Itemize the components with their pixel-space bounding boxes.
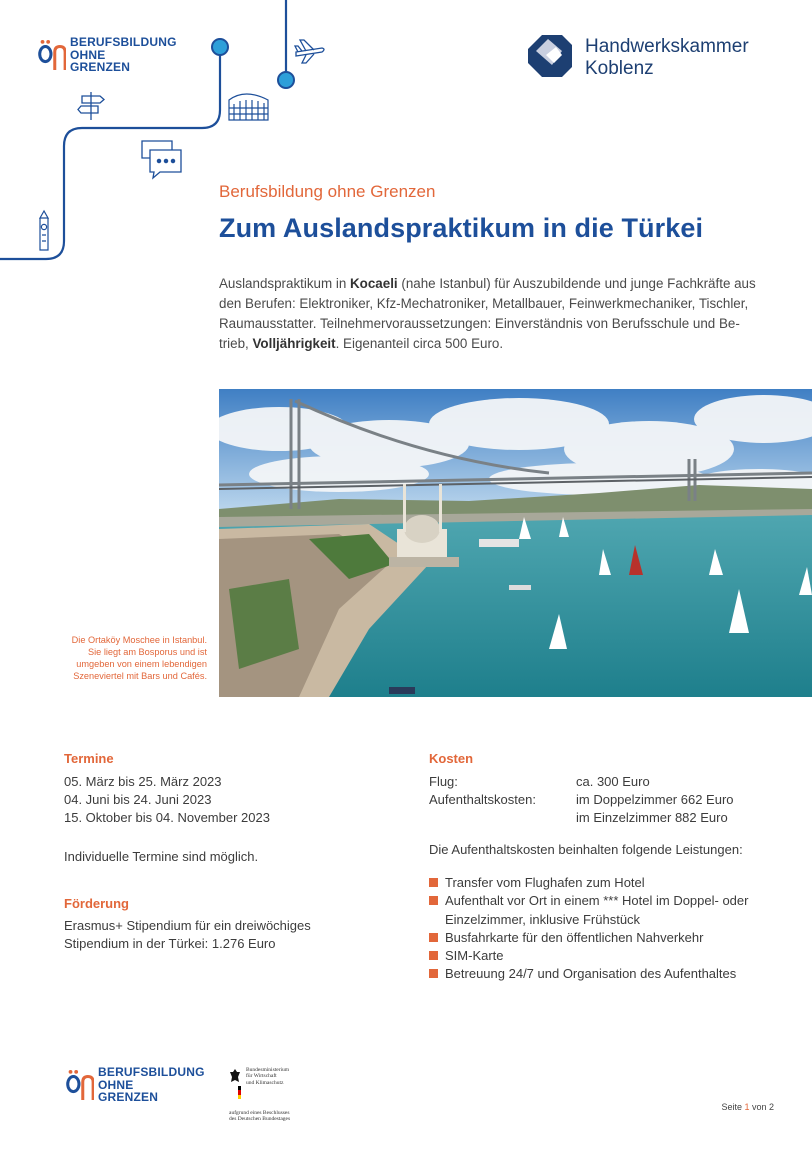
leistung-4: SIM-Karte [445,948,504,964]
hwk-logo-line2: Koblenz [585,58,654,79]
bosphorus-photo [219,389,812,697]
kosten-aufenthalt-label: Aufenthaltskosten: [429,792,536,807]
bullet-square-icon [429,896,438,905]
foerderung-line1: Erasmus+ Stipendium für ein dreiwöchiges [64,918,311,933]
foerderung-line2: Stipendium in der Türkei: 1.276 Euro [64,936,276,952]
foerderung-heading: Förderung [64,896,129,911]
page-current: 1 [744,1102,750,1112]
footer-bog-line2: OHNE [98,1077,134,1092]
termine-date-2: 04. Juni bis 24. Juni 2023 [64,792,212,808]
clock-tower-icon [40,211,48,250]
termine-date-3: 15. Oktober bis 04. November 2023 [64,810,270,826]
leistung-3: Busfahrkarte für den öffentlichen Nahverkehr [445,929,704,945]
bmwk-note2: des Deutschen Bundestages [229,1116,291,1123]
termine-date-1: 05. März bis 25. März 2023 [64,774,222,789]
hwk-logo-mark [528,35,572,77]
foerderung-section [64,896,384,953]
bmwk-line1: Bundesministerium [246,1067,290,1073]
footer-bog-logo [64,1066,205,1104]
intro-bold2: Volljährigkeit [252,336,336,351]
bog-logo [36,36,177,74]
page-kicker: Berufsbildung ohne Grenzen [219,182,436,201]
kosten-flug-value: ca. 300 Euro [576,774,650,789]
intro-part2: (nahe Istanbul) für Auszubildende und junge Fachkräfte aus den Berufen: Elektroniker, Kfz-Mechatroniker, Metallbauer, Feinwerkmechaniker, Tischler, Raumausstatter. Teilnehmervoraussetzungen: Einverständnis von Berufsschule und Be-trieb, [219,276,756,351]
bog-logo-line3: GRENZEN [70,60,131,74]
chat-bubble-icon [142,141,181,178]
airplane-icon [295,40,324,63]
list-item [429,929,759,947]
intro-bold1: Kocaeli [350,276,398,291]
bmwk-note1: aufgrund eines Beschlusses [229,1110,290,1116]
kosten-aufenthalt-value2: im Einzelzimmer 882 Euro [576,810,728,825]
intro-paragraph [219,274,769,354]
kosten-flug-label: Flug: [429,774,458,789]
page-number [721,1102,774,1112]
termine-note: Individuelle Termine sind möglich. [64,848,259,864]
bullet-square-icon [429,969,438,978]
hwk-logo-text [585,36,749,80]
intro-part1: Auslandspraktikum in [219,276,350,291]
page-total: 2 [768,1102,774,1112]
intro-part3: . Eigenanteil circa 500 Euro. [335,336,504,351]
leistungen-list [429,874,759,983]
bog-logo-mark [36,39,66,71]
leistungen-intro: Die Aufenthaltskosten beinhalten folgende Leistungen: [429,842,743,857]
hwk-logo-line1: Handwerkskammer [585,36,749,57]
bmwk-line2: für Wirtschaft [246,1073,277,1080]
termine-heading: Termine [64,751,114,766]
colosseum-icon [229,94,268,120]
kosten-heading: Kosten [429,751,474,766]
kosten-aufenthalt-value1: im Doppelzimmer 662 Euro [576,792,734,807]
termine-section [64,751,384,866]
list-item [429,874,759,892]
page-title: Zum Auslandspraktikum in die Türkei [219,213,704,243]
leistung-5: Betreuung 24/7 und Organisation des Aufenthaltes [445,966,737,982]
leistung-2: Aufenthalt vor Ort in einem *** Hotel im Doppel- oder Einzelzimmer, inklusive Frühstück [445,893,749,927]
photo-caption: Die Ortaköy Moschee in Istanbul. Sie liegt am Bosporus und ist umgeben von einem lebendigen Szeneviertel mit Bars und Cafés. [71,635,207,681]
page-mid: von [749,1102,769,1112]
footer-bog-line1: BERUFSBILDUNG [98,1065,205,1079]
bullet-square-icon [429,878,438,887]
list-item [429,965,759,983]
list-item [429,947,759,965]
eagle-icon [229,1068,241,1084]
kosten-section [429,751,779,983]
signpost-icon [78,92,104,120]
bog-logo-line1: BERUFSBILDUNG [70,35,177,49]
bog-logo-line2: OHNE [70,47,106,62]
bullet-square-icon [429,933,438,942]
footer-bog-line3: GRENZEN [98,1090,159,1104]
list-item [429,892,759,928]
leistung-1: Transfer vom Flughafen zum Hotel [445,875,645,891]
bmwk-line3: und Klimaschutz [246,1079,284,1086]
bullet-square-icon [429,951,438,960]
footer-bog-logo-mark [64,1069,94,1101]
page-prefix: Seite [721,1102,745,1112]
